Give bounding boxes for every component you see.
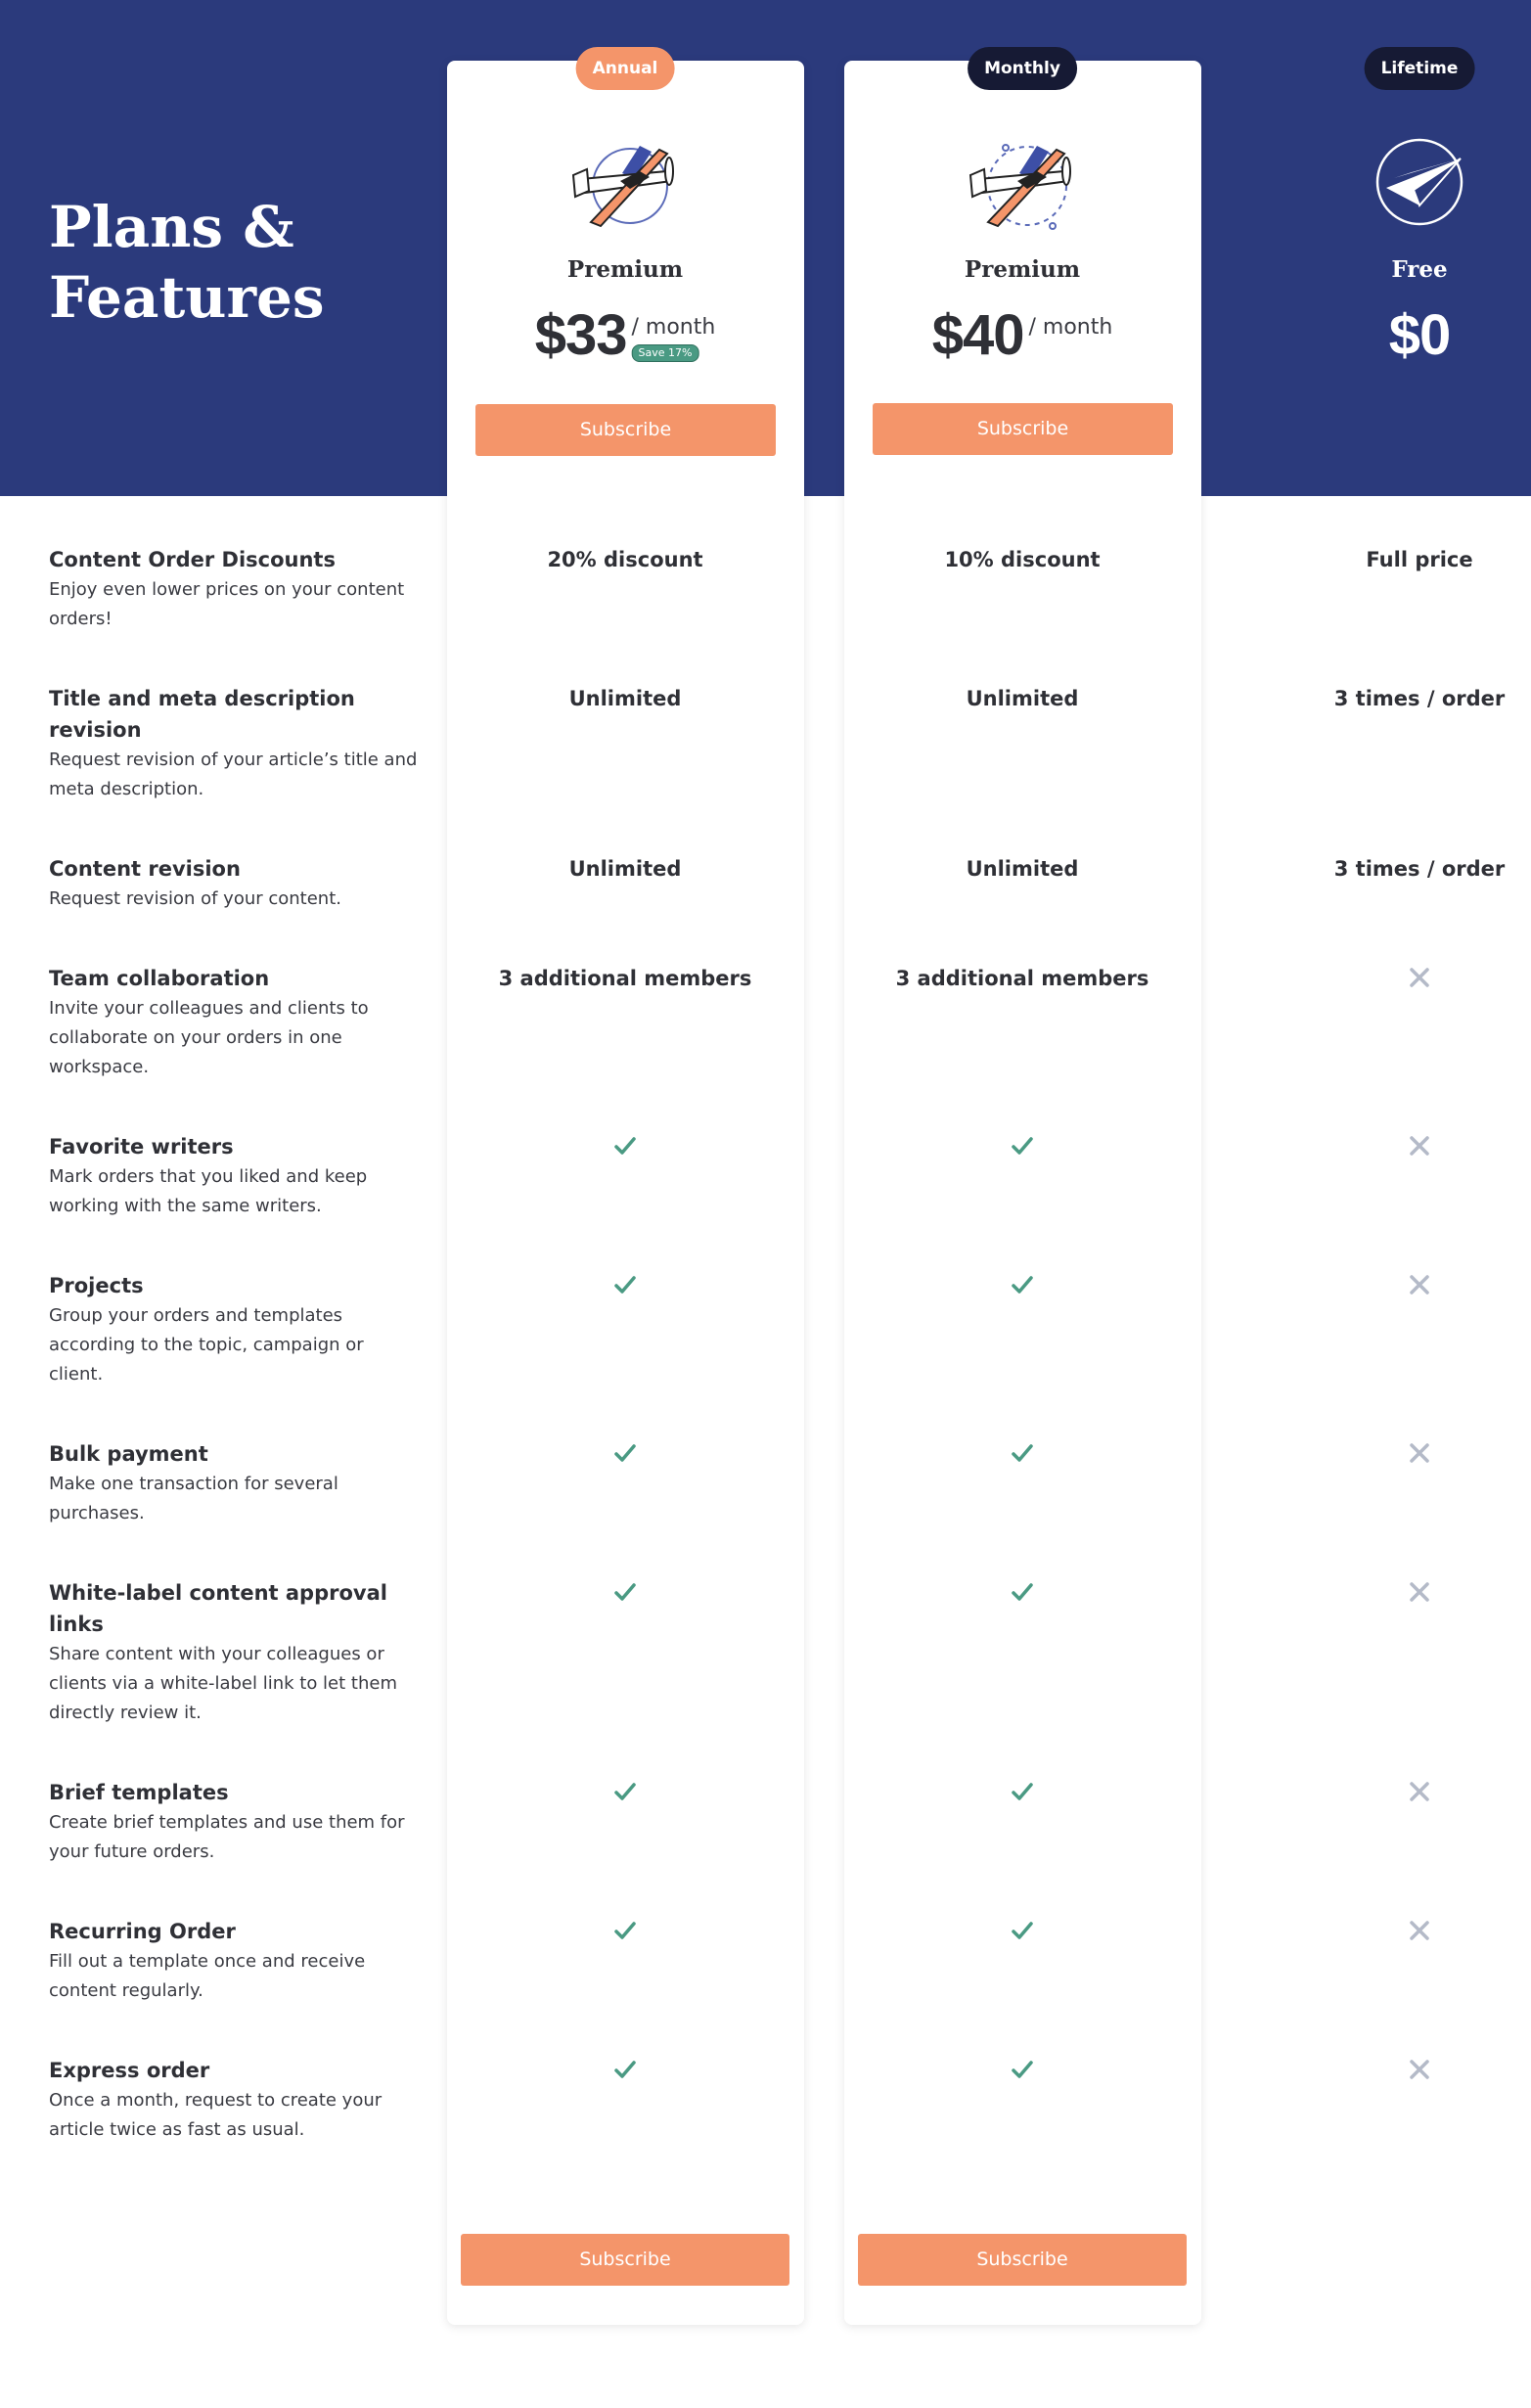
check-icon xyxy=(612,1579,638,1605)
page-title xyxy=(49,192,421,333)
check-icon xyxy=(612,1272,638,1297)
subscribe-button-annual[interactable]: Subscribe xyxy=(475,404,776,456)
feature-title: Team collaboration xyxy=(49,967,270,990)
price-side xyxy=(1028,301,1112,341)
feature-value: Unlimited xyxy=(966,857,1079,881)
feature-team-collaboration xyxy=(49,963,421,1082)
feature-description: Make one transaction for several purchases. xyxy=(49,1474,338,1523)
plan-badge-annual: Annual xyxy=(576,47,675,90)
subscribe-button-annual-bottom[interactable]: Subscribe xyxy=(461,2234,789,2286)
feature-description: Invite your colleagues and clients to collaborate on your orders in one workspace. xyxy=(49,998,369,1077)
price-amount: $40 xyxy=(931,303,1024,367)
feature-description: Request revision of your content. xyxy=(49,888,341,909)
price-annual xyxy=(535,301,716,370)
feature-title: Recurring Order xyxy=(49,1920,236,1943)
feature-recurring-order xyxy=(49,1916,421,2006)
feature-value: Full price xyxy=(1366,548,1473,571)
feature-description: Once a month, request to create your article twice as fast as usual. xyxy=(49,2090,383,2140)
feature-title: Bulk payment xyxy=(49,1442,208,1466)
feature-description: Share content with your colleagues or clients via a white-label link to let them directly review it. xyxy=(49,1644,397,1723)
plan-name-free: Free xyxy=(1391,256,1448,283)
cross-icon xyxy=(1407,2057,1432,2082)
check-icon xyxy=(612,1918,638,1943)
price-period: / month xyxy=(631,315,716,340)
cross-icon xyxy=(1407,1133,1432,1159)
feature-title: Express order xyxy=(49,2059,210,2082)
cross-icon xyxy=(1407,1272,1432,1297)
plan-name-annual: Premium xyxy=(566,256,684,283)
feature-value: 20% discount xyxy=(547,548,703,571)
feature-brief-templates xyxy=(49,1777,421,1867)
cross-icon xyxy=(1407,1918,1432,1943)
cross-icon xyxy=(1407,1579,1432,1605)
price-side xyxy=(631,301,715,362)
check-icon xyxy=(1010,1579,1035,1605)
feature-bulk-payment xyxy=(49,1438,421,1528)
feature-title: Content revision xyxy=(49,857,241,881)
feature-description: Create brief templates and use them for your future orders. xyxy=(49,1812,405,1862)
feature-description: Request revision of your article’s title and meta description. xyxy=(49,750,418,799)
airplane-icon xyxy=(562,132,689,240)
feature-value: 3 times / order xyxy=(1333,857,1506,881)
price-amount: $0 xyxy=(1388,303,1451,367)
feature-title: Brief templates xyxy=(49,1781,229,1804)
plan-name-monthly: Premium xyxy=(964,256,1081,283)
price-amount: $33 xyxy=(534,303,627,367)
check-icon xyxy=(612,1440,638,1466)
check-icon xyxy=(1010,1779,1035,1804)
check-icon xyxy=(612,1133,638,1159)
subscribe-button-monthly[interactable]: Subscribe xyxy=(873,403,1173,455)
price-period: / month xyxy=(1028,315,1113,340)
paper-plane-icon xyxy=(1374,137,1464,227)
check-icon xyxy=(1010,1918,1035,1943)
feature-title: Projects xyxy=(49,1274,144,1297)
feature-value: 3 additional members xyxy=(498,967,752,990)
subscribe-button-monthly-bottom[interactable]: Subscribe xyxy=(858,2234,1187,2286)
feature-value: 10% discount xyxy=(944,548,1101,571)
check-icon xyxy=(1010,1272,1035,1297)
plan-card-annual xyxy=(447,61,804,2325)
check-icon xyxy=(612,2057,638,2082)
feature-value: Unlimited xyxy=(966,687,1079,710)
airplane-loop-icon xyxy=(959,132,1086,240)
feature-description: Enjoy even lower prices on your content orders! xyxy=(49,579,405,629)
price-monthly xyxy=(932,301,1113,370)
feature-description: Fill out a template once and receive content regularly. xyxy=(49,1951,366,2001)
feature-title: Favorite writers xyxy=(49,1135,234,1159)
cross-icon xyxy=(1407,1440,1432,1466)
feature-value: 3 additional members xyxy=(895,967,1149,990)
feature-favorite-writers xyxy=(49,1131,421,1221)
feature-content-revision xyxy=(49,853,421,914)
feature-description: Group your orders and templates according to the topic, campaign or client. xyxy=(49,1305,364,1385)
check-icon xyxy=(1010,1133,1035,1159)
feature-description: Mark orders that you liked and keep working with the same writers. xyxy=(49,1166,368,1216)
feature-title: Content Order Discounts xyxy=(49,548,336,571)
feature-value: Unlimited xyxy=(568,857,682,881)
feature-white-label-links xyxy=(49,1577,421,1728)
page-title-line-1: Plans & xyxy=(49,194,294,260)
feature-express-order xyxy=(49,2055,421,2145)
plan-badge-lifetime: Lifetime xyxy=(1365,47,1475,90)
feature-projects xyxy=(49,1270,421,1389)
feature-content-order-discounts xyxy=(49,544,421,634)
feature-title-meta-revision xyxy=(49,683,421,804)
feature-title: Title and meta description revision xyxy=(49,687,355,742)
save-badge: Save 17% xyxy=(631,344,698,362)
feature-value: Unlimited xyxy=(568,687,682,710)
check-icon xyxy=(612,1779,638,1804)
price-free xyxy=(1389,301,1451,370)
plan-card-monthly xyxy=(844,61,1201,2325)
plan-badge-monthly: Monthly xyxy=(968,47,1077,90)
feature-value: 3 times / order xyxy=(1333,687,1506,710)
check-icon xyxy=(1010,1440,1035,1466)
check-icon xyxy=(1010,2057,1035,2082)
cross-icon xyxy=(1407,1779,1432,1804)
page-title-line-2: Features xyxy=(49,264,325,331)
cross-icon xyxy=(1407,965,1432,990)
feature-title: White-label content approval links xyxy=(49,1581,387,1636)
